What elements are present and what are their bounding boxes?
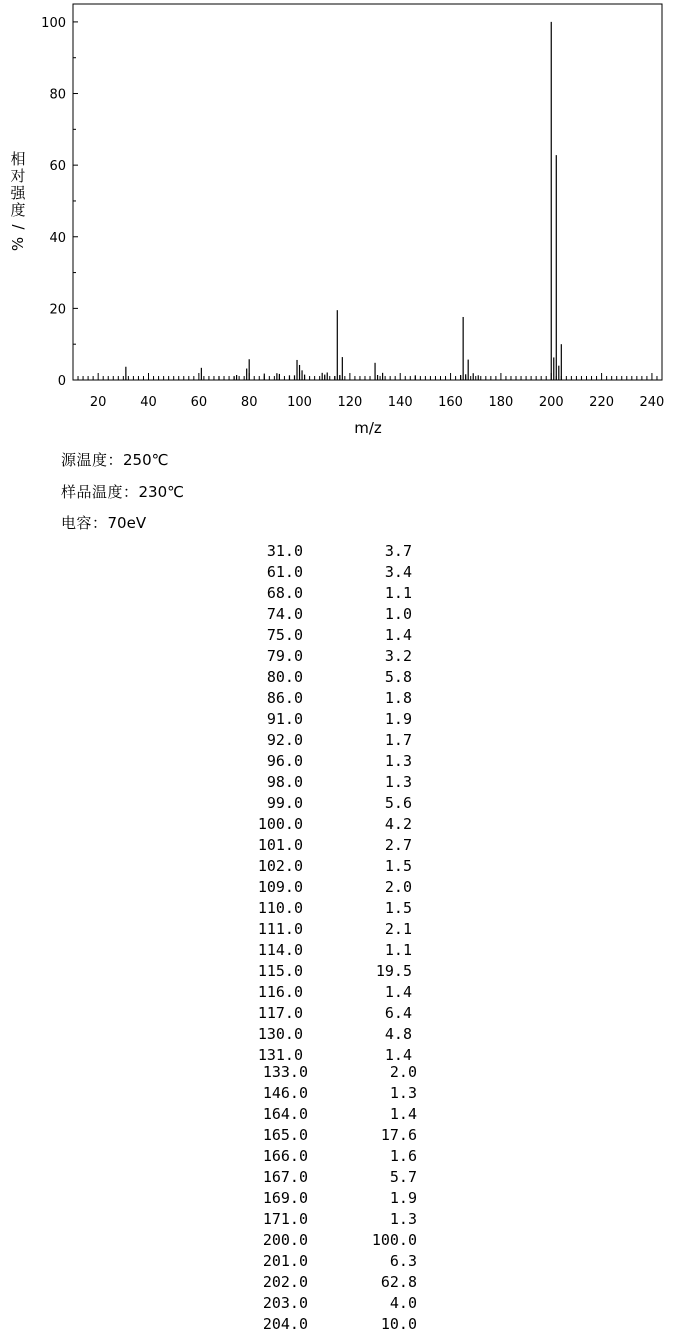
peak-mz-value: 86.0 xyxy=(266,689,303,707)
peak-intensity-value: 6.4 xyxy=(384,1004,412,1022)
peak-intensity-value: 5.7 xyxy=(389,1168,417,1186)
y-axis-label-char: 相 xyxy=(10,150,26,168)
y-tick-label: 40 xyxy=(49,230,66,246)
peak-intensity-value: 5.8 xyxy=(384,668,412,686)
peak-intensity-value: 19.5 xyxy=(375,962,412,980)
peak-mz-value: 100.0 xyxy=(257,815,303,833)
peak-intensity-value: 4.8 xyxy=(384,1025,412,1043)
x-tick-label: 240 xyxy=(639,395,665,410)
x-tick-label: 80 xyxy=(240,395,258,410)
peak-intensity-value: 1.4 xyxy=(384,983,412,1001)
x-tick-label: 140 xyxy=(387,395,413,410)
peak-mz-value: 80.0 xyxy=(266,668,303,686)
peak-mz-value: 203.0 xyxy=(262,1294,308,1312)
peak-mz-value: 146.0 xyxy=(262,1084,308,1102)
peak-intensity-value: 1.9 xyxy=(384,710,412,728)
ionization-energy-value: 70eV xyxy=(107,514,147,532)
y-tick-label: 80 xyxy=(49,87,66,103)
peak-mz-value: 165.0 xyxy=(262,1126,308,1144)
peak-mz-value: 68.0 xyxy=(266,584,303,602)
y-axis-label xyxy=(9,150,27,251)
peak-mz-value: 169.0 xyxy=(262,1189,308,1207)
peak-mz-value: 92.0 xyxy=(266,731,303,749)
ionization-energy xyxy=(61,514,146,532)
peak-intensity-value: 1.4 xyxy=(384,1046,412,1064)
sample-temperature xyxy=(61,483,184,501)
x-axis-label: m/z xyxy=(354,419,382,437)
peak-intensity-value: 1.5 xyxy=(384,857,412,875)
peak-intensity-value: 1.8 xyxy=(384,689,412,707)
peak-mz-value: 102.0 xyxy=(257,857,303,875)
sample-temperature-value: 230℃ xyxy=(138,483,184,501)
peak-intensity-value: 2.7 xyxy=(384,836,412,854)
peak-intensity-value: 1.4 xyxy=(389,1105,417,1123)
source-temperature xyxy=(61,451,169,469)
peak-mz-value: 171.0 xyxy=(262,1210,308,1228)
y-axis-ticks xyxy=(41,16,78,389)
x-tick-label: 100 xyxy=(287,395,312,410)
peak-mz-value: 61.0 xyxy=(266,563,303,581)
peak-mz-value: 79.0 xyxy=(266,647,303,665)
y-tick-label: 20 xyxy=(49,302,66,318)
y-axis-label-char: 对 xyxy=(10,167,26,185)
x-tick-label: 60 xyxy=(190,395,208,410)
peak-intensity-value: 1.4 xyxy=(384,626,412,644)
plot-frame xyxy=(73,4,662,380)
x-tick-label: 200 xyxy=(538,395,564,410)
y-tick-label: 60 xyxy=(49,159,66,175)
peak-intensity-value: 1.7 xyxy=(384,731,412,749)
x-tick-label: 120 xyxy=(337,395,363,410)
peak-mz-value: 91.0 xyxy=(266,710,303,728)
x-tick-label: 220 xyxy=(589,395,615,410)
x-tick-label: 20 xyxy=(89,395,107,410)
peak-intensity-value: 4.0 xyxy=(389,1294,417,1312)
x-tick-label: 160 xyxy=(438,395,463,410)
y-axis-label-char: % xyxy=(9,236,27,252)
peak-intensity-value: 3.7 xyxy=(384,542,412,560)
y-tick-label: 0 xyxy=(57,374,66,389)
peak-intensity-value: 6.3 xyxy=(389,1252,417,1270)
peak-mz-value: 117.0 xyxy=(257,1004,303,1022)
peak-intensity-value: 1.0 xyxy=(384,605,412,623)
sample-temperature-label: 样品温度： xyxy=(61,483,139,501)
peak-mz-value: 201.0 xyxy=(262,1252,308,1270)
spectrum-peaks xyxy=(126,22,561,380)
peak-mz-value: 202.0 xyxy=(262,1273,308,1291)
peak-intensity-value: 3.4 xyxy=(384,563,412,581)
peak-intensity-value: 4.2 xyxy=(384,815,412,833)
peak-intensity-value: 10.0 xyxy=(380,1315,417,1333)
mass-spectrum-chart xyxy=(0,0,680,445)
y-tick-label: 100 xyxy=(41,15,66,31)
peak-intensity-value: 17.6 xyxy=(380,1126,417,1144)
peak-intensity-value: 62.8 xyxy=(380,1273,417,1291)
source-temperature-label: 源温度： xyxy=(61,451,124,469)
peak-intensity-value: 5.6 xyxy=(384,794,412,812)
peak-intensity-value: 1.5 xyxy=(384,899,412,917)
peak-mz-value: 131.0 xyxy=(257,1046,303,1064)
peak-mz-value: 101.0 xyxy=(257,836,303,854)
peak-intensity-value: 2.0 xyxy=(384,878,412,896)
source-temperature-value: 250℃ xyxy=(123,451,169,469)
x-tick-label: 40 xyxy=(140,395,157,410)
peak-intensity-value: 1.3 xyxy=(384,752,412,770)
peak-intensity-value: 2.0 xyxy=(389,1063,417,1081)
peak-mz-value: 111.0 xyxy=(257,920,303,938)
peak-mz-value: 31.0 xyxy=(266,542,303,560)
peak-intensity-value: 2.1 xyxy=(384,920,412,938)
y-axis-label-char: 强 xyxy=(10,184,26,202)
peak-intensity-value: 1.1 xyxy=(384,941,412,959)
peak-intensity-value: 1.3 xyxy=(384,773,412,791)
x-minor-ticks xyxy=(78,376,662,380)
peak-intensity-value: 1.3 xyxy=(389,1210,417,1228)
peak-mz-value: 99.0 xyxy=(266,794,303,812)
peak-mz-value: 167.0 xyxy=(262,1168,308,1186)
peak-intensity-value: 1.6 xyxy=(389,1147,417,1165)
peak-intensity-value: 1.9 xyxy=(389,1189,417,1207)
peak-mz-value: 96.0 xyxy=(266,752,303,770)
ionization-energy-label: 电容： xyxy=(61,514,108,532)
peak-intensity-value: 100.0 xyxy=(371,1231,417,1249)
peak-mz-value: 204.0 xyxy=(262,1315,308,1333)
y-axis-label-char: / xyxy=(9,224,27,230)
peak-intensity-value: 1.3 xyxy=(389,1084,417,1102)
peak-mz-value: 75.0 xyxy=(266,626,303,644)
peak-mz-value: 164.0 xyxy=(262,1105,308,1123)
peak-mz-value: 200.0 xyxy=(262,1231,308,1249)
peak-mz-value: 166.0 xyxy=(262,1147,308,1165)
peak-mz-value: 133.0 xyxy=(262,1063,308,1081)
peak-intensity-value: 3.2 xyxy=(384,647,412,665)
peak-intensity-value: 1.1 xyxy=(384,584,412,602)
peak-mz-value: 115.0 xyxy=(257,962,303,980)
x-tick-label: 180 xyxy=(488,395,514,410)
peak-mz-value: 114.0 xyxy=(257,941,303,959)
peak-mz-value: 116.0 xyxy=(257,983,303,1001)
peak-mz-value: 98.0 xyxy=(266,773,303,791)
peak-mz-value: 130.0 xyxy=(257,1025,303,1043)
y-axis-label-char: 度 xyxy=(10,201,26,219)
peak-mz-value: 74.0 xyxy=(266,605,303,623)
peak-mz-value: 109.0 xyxy=(257,878,303,896)
peak-mz-value: 110.0 xyxy=(257,899,303,917)
